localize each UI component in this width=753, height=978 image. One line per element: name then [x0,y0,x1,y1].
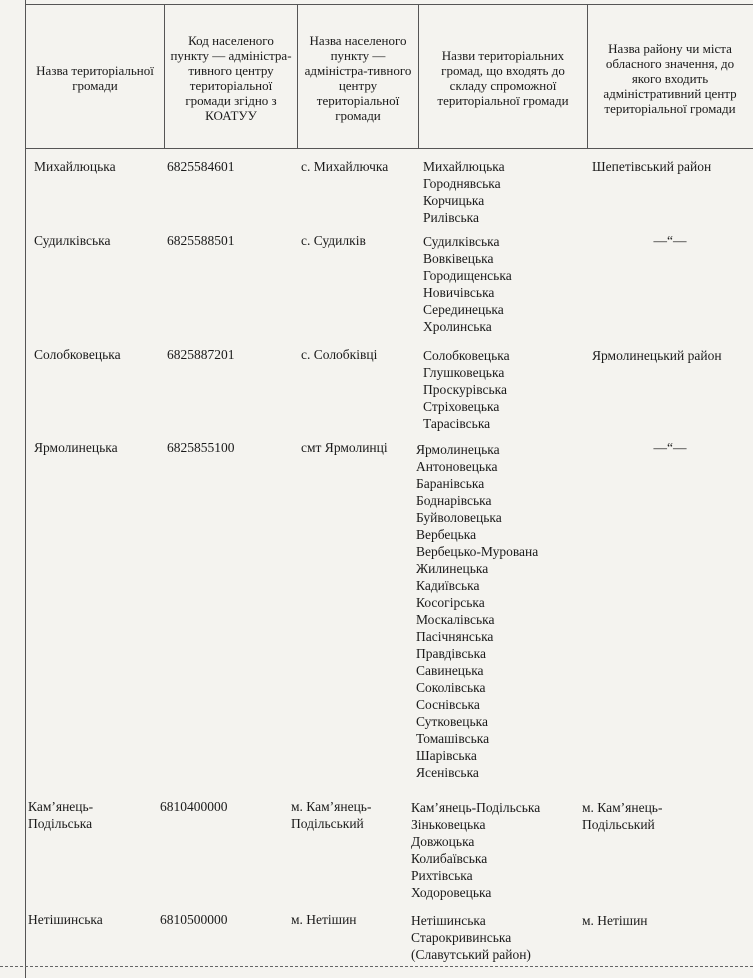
row-district-ditto: —“— [653,440,687,455]
row-community-name: Михайлюцька [34,159,116,174]
member-community: (Славутський район) [411,947,531,962]
row-community-name: Кам’янець-Подільська [28,799,94,831]
member-community: Ходоровецька [411,885,492,900]
member-community: Антоновецька [416,459,498,474]
row-center-name: с. Михайлючка [301,159,389,174]
row-community-name: Судилківська [34,233,111,248]
table-top-border [25,4,753,5]
column-divider [164,4,165,148]
member-community: Баранівська [416,476,485,491]
row-koatuu-code: 6810500000 [160,912,228,927]
member-community: Колибаївська [411,851,488,866]
row-member-communities [423,158,505,226]
member-community: Городнявська [423,176,501,191]
member-community: Сутковецька [416,714,488,729]
row-member-communities [411,912,531,963]
row-member-communities [423,233,512,335]
member-community: Правдівська [416,646,486,661]
member-community: Жилинецька [416,561,489,576]
row-member-communities [411,799,540,901]
member-community: Судилківська [423,234,500,249]
member-community: Савинецька [416,663,484,678]
page-cut-line [0,966,753,967]
row-center-name: с. Солобківці [301,347,378,362]
member-community: Рихтівська [411,868,473,883]
row-center-name: м. Нетішин [291,912,357,927]
row-koatuu-code: 6825588501 [167,233,235,248]
member-community: Буйволовецька [416,510,502,525]
table-left-border [25,0,26,978]
column-divider [297,4,298,148]
member-community: Довжоцька [411,834,475,849]
member-community: Корчицька [423,193,485,208]
row-koatuu-code: 6825584601 [167,159,235,174]
row-district: Шепетівський район [592,159,712,174]
member-community: Соколівська [416,680,486,695]
member-community: Глушковецька [423,365,505,380]
member-community: Михайлюцька [423,159,505,174]
row-koatuu-code: 6825887201 [167,347,235,362]
row-center-name: с. Судилків [301,233,366,248]
row-member-communities [423,347,510,432]
row-district: м. Нетішин [582,913,648,928]
member-community: Ярмолинецька [416,442,500,457]
member-community: Томашівська [416,731,490,746]
member-community: Нетішинська [411,913,486,928]
member-community: Серединецька [423,302,504,317]
row-district: м. Кам’янець-Подільський [582,800,663,832]
header-text: Назва територіальної громади [36,63,154,93]
row-koatuu-code: 6810400000 [160,799,228,814]
member-community: Проскурівська [423,382,507,397]
row-community-name: Солобковецька [34,347,121,362]
member-community: Зіньковецька [411,817,486,832]
header-text: Назва населеного пункту — адміністра-тивного центру територіальної громади [304,33,412,123]
member-community: Городищенська [423,268,512,283]
row-center-name: м. Кам’янець-Подільський [291,799,372,831]
member-community: Кадиївська [416,578,480,593]
member-community: Вовківецька [423,251,494,266]
header-bottom-border [25,148,753,149]
header-district [590,10,750,146]
header-koatuu-code [168,10,294,146]
member-community: Рилівська [423,210,480,225]
member-community: Москалівська [416,612,495,627]
row-member-communities [416,441,538,781]
row-community-name: Ярмолинецька [34,440,118,455]
row-district-ditto: —“— [653,233,687,248]
member-community: Пасічнянська [416,629,494,644]
header-text: Назва району чи міста обласного значення, до якого входить адміністративний центр територіальної громади [603,40,737,116]
member-community: Старокривинська [411,930,512,945]
row-koatuu-code: 6825855100 [167,440,235,455]
member-community: Боднарівська [416,493,492,508]
member-community: Соснівська [416,697,480,712]
member-community: Кам’янець-Подільська [411,800,541,815]
member-community: Стріховецька [423,399,500,414]
row-district: Ярмолинецький район [592,348,722,363]
member-community: Ясенівська [416,765,479,780]
member-community: Новичівська [423,285,495,300]
member-community: Шарівська [416,748,477,763]
header-community-name [30,10,160,146]
header-center-name [300,10,416,146]
member-community: Косогірська [416,595,485,610]
header-text: Назви територіальних громад, що входять до складу спроможної територіальної громади [437,48,569,108]
member-community: Вербецько-Мурована [416,544,539,559]
row-center-name: смт Ярмолинці [301,440,388,455]
header-text: Код населеного пункту — адміністра-тивного центру територіальної громади згідно з КОАТУУ [170,33,292,123]
member-community: Хролинська [423,319,492,334]
column-divider [587,4,588,148]
member-community: Солобковецька [423,348,510,363]
header-member-communities [421,10,585,146]
column-divider [418,4,419,148]
member-community: Тарасівська [423,416,491,431]
member-community: Вербецька [416,527,477,542]
row-community-name: Нетішинська [28,912,103,927]
